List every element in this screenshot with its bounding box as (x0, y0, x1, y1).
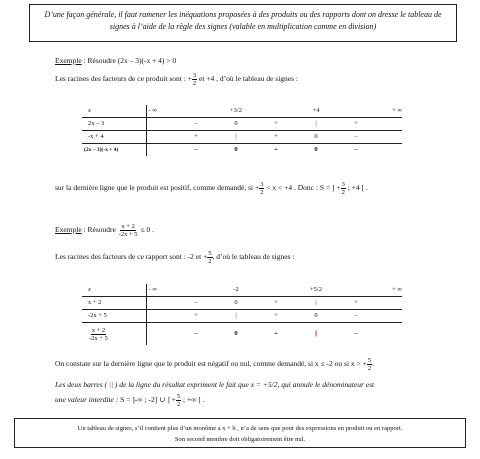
table2-cell: 0 (216, 297, 256, 310)
table2-cell: + (256, 297, 296, 310)
conclusion2-part-a: On constate sur la dernière ligne que le produit est négatif ou nul, comme demandé, si x ≤ -2 ou si x > + (55, 359, 367, 369)
table2-cell: 0 (296, 310, 336, 323)
conclusion1-part-c: ; +4 [ . (345, 183, 368, 193)
table1-row1-label: 2x – 3 (82, 118, 146, 131)
example1-roots-suffix: et +4 , d’où le tableau de signes : (197, 74, 299, 84)
example2-label: Exemple (55, 225, 82, 235)
table1-row-product (82, 144, 402, 157)
fraction-numerator: 3 (260, 181, 264, 188)
table2-x-header: x (82, 284, 146, 297)
table1-cell: 0 (216, 118, 256, 131)
note-part-a: Les deux barres ( (55, 380, 109, 389)
table2-row2-label: -2x + 5 (82, 310, 146, 323)
table2-root-5-2: +5/2 (296, 284, 336, 297)
intro-line-1: D’une façon générale, il faut ramener les inéquations proposées à des produits ou des rapports dont on dresse le tableau de (44, 10, 442, 19)
table1-cell: + (336, 118, 376, 131)
table2-cell: – (336, 310, 376, 323)
note-part-c: une valeur interdite : (55, 395, 119, 405)
fraction-denominator: 2 (341, 189, 345, 196)
table2-cell: + (336, 297, 376, 310)
table1-plus-inf: + ∞ (376, 105, 402, 118)
example2-conclusion (55, 357, 374, 372)
fraction-numerator: x + 2 (121, 223, 135, 230)
example2-roots-prefix: Les racines des facteurs de ce rapport sont : -2 et + (55, 252, 208, 262)
example2-prefix: : Résoudre (81, 225, 116, 235)
table1-cell: + (176, 131, 216, 144)
table1-cell: – (336, 131, 376, 144)
table2-row1-label: x + 2 (82, 297, 146, 310)
table2-header-row (82, 284, 402, 297)
fraction-numerator: 5 (367, 357, 372, 364)
table1-row2-label: -x + 4 (82, 131, 146, 144)
conclusion1-part-a: sur la dernière ligne que le produit est positif, comme demandé, si + (55, 183, 260, 193)
fraction-numerator: 5 (208, 250, 212, 257)
table1-root-3-2: +3/2 (216, 105, 256, 118)
sign-table-2 (82, 284, 402, 345)
table1-cell: 0 (296, 144, 336, 157)
footer-line-2: Son second membre doit obligatoirement être nul. (174, 436, 306, 443)
example2-note (55, 380, 374, 390)
table2-forbidden-value-bars: || (296, 323, 336, 346)
example2-roots-suffix: , d’où le tableau de signes : (212, 252, 295, 262)
example1-statement (55, 56, 176, 66)
table1-cell: 0 (216, 144, 256, 157)
table1-cell: – (176, 118, 216, 131)
table2-plus-inf: + ∞ (376, 284, 402, 297)
table2-minus-inf: - ∞ (146, 284, 176, 297)
fraction-denominator: -2x + 5 (118, 231, 138, 238)
table2-row-numerator (82, 297, 402, 310)
table2-cell: | (296, 297, 336, 310)
fraction-numerator: x + 2 (91, 326, 106, 334)
table2-root-minus-2: -2 (216, 284, 256, 297)
note-part-b: ) de la ligne du résultat expriment le fait que x = +5/2, qui annule le dénominateur est (113, 380, 375, 389)
conclusion1-part-b: < x < +4 . Donc : S = ] + (264, 183, 341, 193)
table1-header-row (82, 105, 402, 118)
fraction-denominator: 2 (367, 365, 372, 372)
example2-solution (55, 393, 205, 408)
table1-row-factor1 (82, 118, 402, 131)
table1-cell: | (296, 118, 336, 131)
example1-conclusion (55, 181, 368, 196)
footer-box (14, 418, 466, 448)
fraction-denominator: 2 (192, 80, 197, 87)
table2-cell: – (336, 323, 376, 346)
table2-cell: – (176, 297, 216, 310)
solution2-part-b: ; +∞ [ . (181, 395, 205, 405)
conclusion2-end: . (372, 359, 374, 369)
table1-cell: + (256, 118, 296, 131)
table1-cell: – (176, 144, 216, 157)
table1-row3-label: (2x – 3)(-x + 4) (82, 144, 146, 157)
note-red-bars: || (108, 380, 114, 389)
fraction-denominator: -2x + 5 (89, 334, 108, 342)
fraction-denominator: 2 (260, 189, 264, 196)
table1-cell: – (336, 144, 376, 157)
fraction-numerator: 5 (176, 393, 181, 400)
fraction-denominator: 2 (176, 401, 181, 408)
table1-minus-inf: - ∞ (146, 105, 176, 118)
example2-statement (55, 223, 154, 238)
table1-cell: 0 (296, 131, 336, 144)
table1-cell: + (256, 131, 296, 144)
example1-roots-prefix: Les racines des facteurs de ce produit sont : + (55, 74, 192, 84)
table1-cell: + (256, 144, 296, 157)
example1-inequation: : Résoudre (2x – 3)(-x + 4) > 0 (81, 56, 177, 65)
table1-row-factor2 (82, 131, 402, 144)
example2-fraction (118, 223, 139, 238)
example2-suffix: ≤ 0 . (138, 225, 154, 235)
table1-x-header: x (82, 105, 146, 118)
table2-cell: – (176, 323, 216, 346)
table2-cell: | (216, 310, 256, 323)
table1-cell: | (216, 131, 256, 144)
intro-line-2: signes à l’aide de la règle des signes (valable en multiplication comme en division) (109, 22, 377, 31)
footer-line-1: Un tableau de signes, s’il contient plus d’un monôme a x + b , n’a de sens que pour des expressions en produit ou en rapport. (77, 425, 403, 432)
table2-cell: + (256, 310, 296, 323)
example2-roots (55, 250, 294, 265)
fraction-numerator: 3 (341, 181, 345, 188)
table2-cell: + (256, 323, 296, 346)
fraction-numerator: 3 (192, 72, 197, 79)
intro-box (29, 4, 457, 42)
sign-table-1 (82, 105, 402, 156)
table2-row-denominator (82, 310, 402, 323)
table2-row3-label (82, 323, 146, 346)
solution2-part-a: S = ]-∞ ; -2] ∪ ] + (118, 395, 176, 405)
example1-roots (55, 72, 298, 87)
table1-root-4: +4 (296, 105, 336, 118)
table2-row-quotient (82, 323, 402, 346)
table2-cell: + (176, 310, 216, 323)
quotient-fraction (88, 327, 109, 342)
fraction-denominator: 2 (208, 258, 212, 265)
example1-label: Exemple (55, 56, 82, 65)
table2-cell: 0 (216, 323, 256, 346)
